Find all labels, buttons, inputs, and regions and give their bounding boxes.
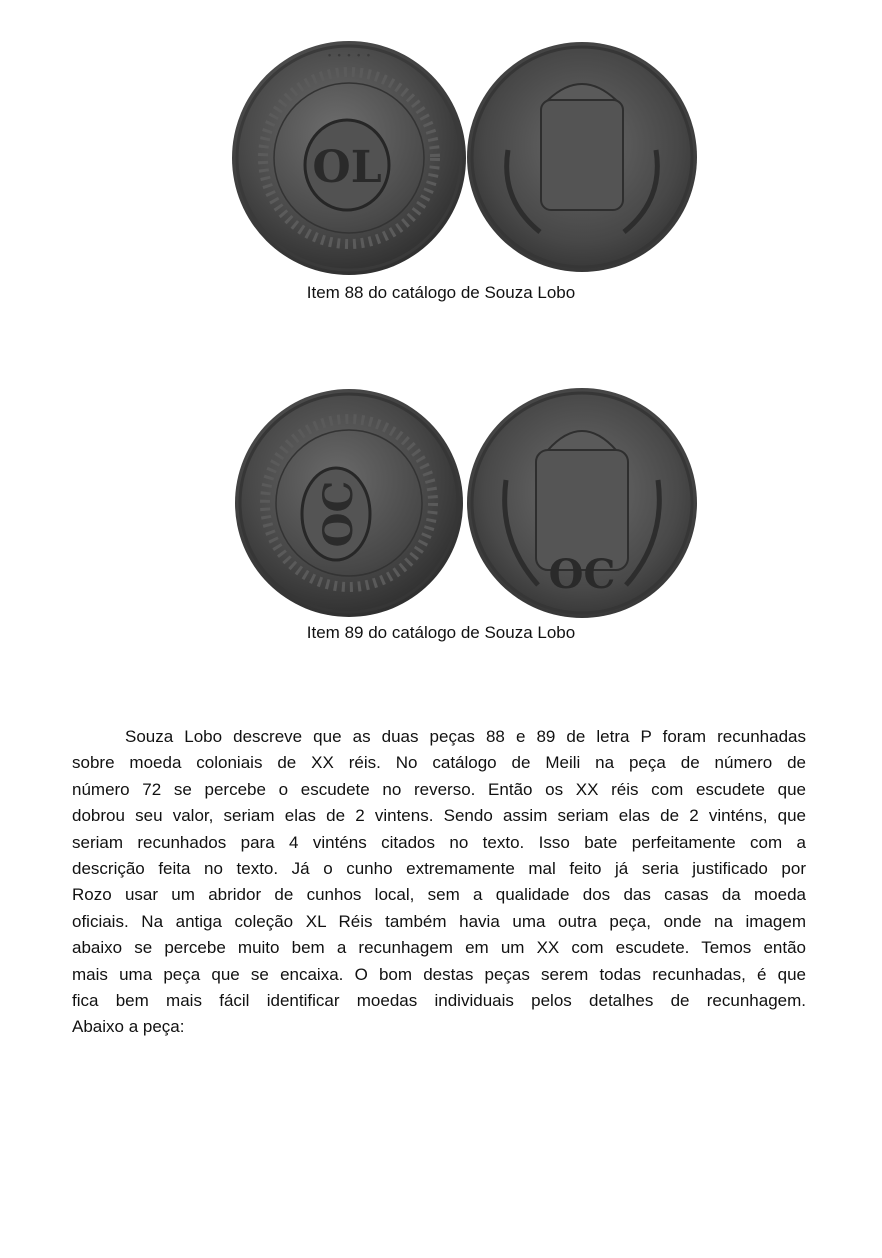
paragraph-line: número 72 se percebe o escudete no reverso. Então os XX réis com escudete que — [72, 779, 806, 799]
paragraph-line: fica bem mais fácil identificar moedas individuais pelos detalhes de recunhagem. — [72, 991, 806, 1011]
coin-89-obverse — [235, 389, 463, 617]
svg-text:OC: OC — [315, 480, 362, 548]
paragraph-line: Rozo usar um abridor de cunhos local, sem a qualidade dos das casas da moeda — [72, 885, 806, 905]
paragraph-line: seriam recunhados para 4 vinténs citados no texto. Isso bate perfeitamente com a — [72, 832, 806, 852]
paragraph-line: dobrou seu valor, seriam elas de 2 vintens. Sendo assim seriam elas de 2 vinténs, que — [72, 806, 806, 826]
coin-photo-89 — [0, 0, 882, 622]
paragraph-line: descrição feita no texto. Já o cunho extremamente mal feito já seria justificado por — [72, 859, 806, 879]
svg-text:OL: OL — [312, 142, 382, 193]
body-paragraph — [72, 724, 806, 1041]
paragraph-line: Souza Lobo descreve que as duas peças 88 e 89 de letra P foram recunhadas — [125, 727, 806, 746]
figure-caption-88: Item 88 do catálogo de Souza Lobo — [306, 283, 576, 302]
svg-text:OC: OC — [548, 551, 616, 598]
paragraph-line: sobre moeda coloniais de XX réis. No catálogo de Meili na peça de número de — [72, 753, 806, 773]
coin-89-reverse — [467, 388, 697, 618]
paragraph-line: Abaixo a peça: — [72, 1017, 185, 1037]
svg-text:· · · · ·: · · · · · — [327, 48, 371, 64]
paragraph-line: mais uma peça que se encaixa. O bom destas peças serem todas recunhadas, é que — [72, 964, 806, 984]
figure-caption-89: Item 89 do catálogo de Souza Lobo — [306, 623, 576, 642]
paragraph-line: oficiais. Na antiga coleção XL Réis também havia uma outra peça, onde na imagem — [72, 911, 806, 931]
paragraph-line: abaixo se percebe muito bem a recunhagem em um XX com escudete. Temos então — [72, 938, 806, 958]
